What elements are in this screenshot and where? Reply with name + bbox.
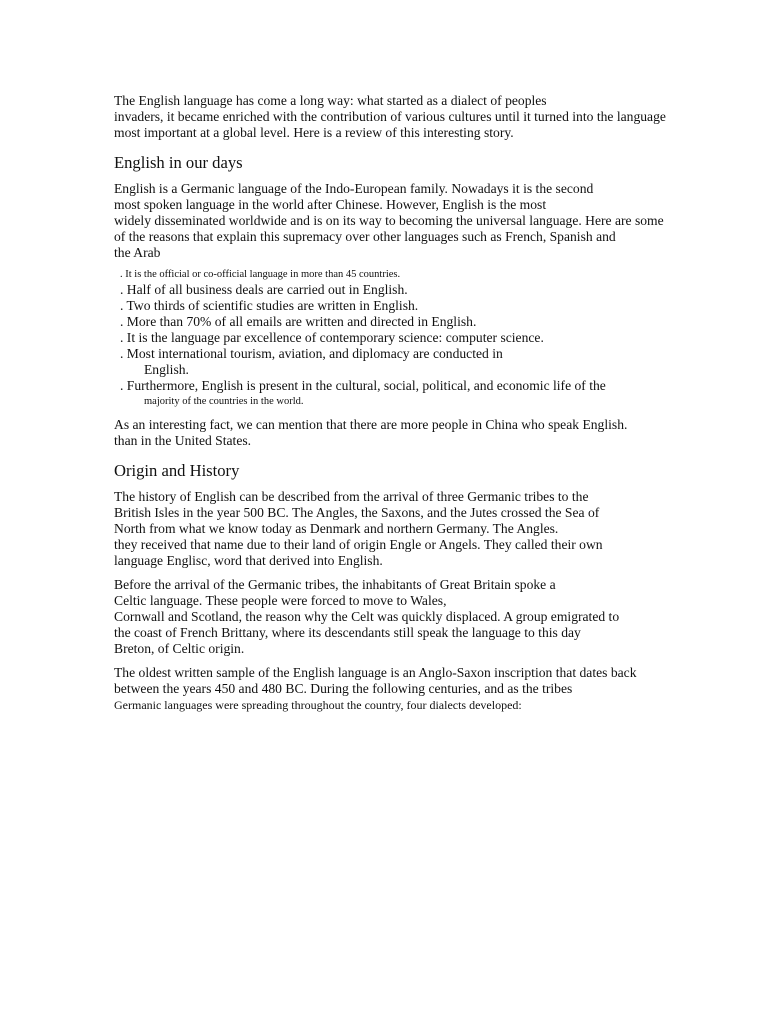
section1-paragraph (114, 181, 674, 261)
list-item: . Two thirds of scientific studies are written in English. (120, 298, 419, 313)
list-item-text: . Most international tourism, aviation, and diplomacy are conducted in (120, 346, 503, 361)
reasons-list (114, 267, 674, 409)
section1-line: the Arab (114, 245, 161, 260)
history-line: the coast of French Brittany, where its descendants still speak the language to this day (114, 625, 581, 640)
list-item-continuation: English. (144, 362, 189, 377)
history-line: Breton, of Celtic origin. (114, 641, 245, 656)
intro-line: The English language has come a long way: what started as a dialect of peoples (114, 93, 547, 108)
history-line: they received that name due to their land of origin Engle or Angels. They called their own (114, 537, 603, 552)
list-item: . It is the language par excellence of contemporary science: computer science. (120, 330, 544, 345)
history-line: between the years 450 and 480 BC. During the following centuries, and as the tribes (114, 681, 573, 696)
document-page (114, 93, 674, 721)
list-item: . It is the official or co-official language in more than 45 countries. (120, 269, 401, 280)
section1-line: widely disseminated worldwide and is on its way to becoming the universal language. Here are some (114, 213, 664, 228)
intro-line: most important at a global level. Here is a review of this interesting story. (114, 125, 514, 140)
section-heading-english-today: English in our days (114, 153, 243, 172)
list-item: . More than 70% of all emails are written and directed in English. (120, 314, 477, 329)
fact-line: As an interesting fact, we can mention that there are more people in China who speak English. (114, 417, 628, 432)
history-line: Celtic language. These people were forced to move to Wales, (114, 593, 447, 608)
section1-line: most spoken language in the world after Chinese. However, English is the most (114, 197, 547, 212)
history-line: North from what we know today as Denmark and northern Germany. The Angles. (114, 521, 559, 536)
history-line: British Isles in the year 500 BC. The Angles, the Saxons, and the Jutes crossed the Sea of (114, 505, 600, 520)
history-paragraph-1 (114, 489, 674, 569)
list-item: . Half of all business deals are carried out in English. (120, 282, 408, 297)
list-item (120, 346, 674, 378)
section1-line: of the reasons that explain this supremacy over other languages such as French, Spanish and (114, 229, 616, 244)
section1-line: English is a Germanic language of the Indo-European family. Nowadays it is the second (114, 181, 594, 196)
history-line: The oldest written sample of the English language is an Anglo-Saxon inscription that dates back (114, 665, 637, 680)
fact-line: than in the United States. (114, 433, 252, 448)
list-item-text: . Furthermore, English is present in the cultural, social, political, and economic life of the (120, 378, 606, 393)
history-line: language Englisc, word that derived into English. (114, 553, 383, 568)
intro-paragraph (114, 93, 674, 141)
history-line: Before the arrival of the Germanic tribes, the inhabitants of Great Britain spoke a (114, 577, 556, 592)
history-paragraph-3 (114, 665, 674, 713)
list-item (120, 378, 674, 409)
history-paragraph-2 (114, 577, 674, 657)
history-line: Germanic languages were spreading throughout the country, four dialects developed: (114, 698, 522, 712)
history-line: Cornwall and Scotland, the reason why the Celt was quickly displaced. A group emigrated to (114, 609, 620, 624)
list-item-continuation: majority of the countries in the world. (144, 396, 304, 407)
history-line: The history of English can be described from the arrival of three Germanic tribes to the (114, 489, 589, 504)
interesting-fact-paragraph (114, 417, 674, 449)
intro-line: invaders, it became enriched with the contribution of various cultures until it turned into the language (114, 109, 666, 124)
section-heading-origin-history: Origin and History (114, 461, 240, 480)
